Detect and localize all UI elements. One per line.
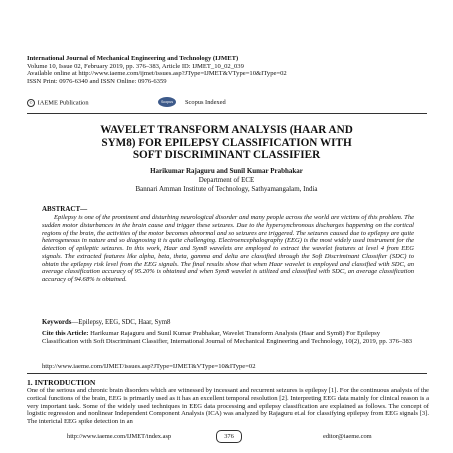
title-line-2: SYM8) FOR EPILEPSY CLASSIFICATION WITH — [101, 136, 352, 149]
introduction-text: One of the serious and chronic brain disorders which are witnessed by incessant and recurrent seizures is epilepsy [1]. For the continuous analysis of the cortical functions of the brain, EEG is primarily used as it has an excellent temporal resolution [2]. Interpreting EEG data mainly for clinical reason is a very important task. Some of the widely used techniques in EEG data processing and epilepsy classification are explained as follows. The concept of logistic regression and nonlinear Independent Component Analysis (ICA) was analyzed by Rajaguru et.al for classifying epilepsy from EEG signals [3]. The interictal EEG spike detection in an — [27, 387, 429, 426]
keywords-line — [42, 319, 414, 326]
header-divider — [27, 113, 427, 114]
volume-line: Volume 10, Issue 02, February 2019, pp. 376–383, Article ID: IJMET_10_02_039 — [27, 62, 244, 70]
keywords-text: —Epilepsy, EEG, SDC, Haar, Sym8 — [71, 319, 171, 326]
title-line-1: WAVELET TRANSFORM ANALYSIS (HAAR AND — [100, 124, 353, 136]
abstract-text: Epilepsy is one of the prominent and disturbing neurological disorder and many people across the world are victims of this problem. The sudden motor disturbances in the brain cause and trigger these seizures. Due to the hypersynchronous discharges happening on the cortical regions of the brain, the activities of the motor becomes abnormal and so seizures are triggered. The seizures caused due to epilepsy are quite heterogeneous in nature and so diagnosing it is quite challenging. Electroencephalography (EEG) is the most widely used instrument for the detection of epileptic seizures. In this work, Haar and Sym8 wavelets are employed to extract the wavelet features at level 4 from EEG signals. The extracted features like alpha, beta, theta, gamma and delta are classified through the Soft Discriminant Classifier (SDC) to obtain the epilepsy risk level from the EEG signals. The final results show that when Haar wavelet is employed and classified with SDC, an average classification accuracy of 95.20% is obtained and when Sym8 wavelet is utilized and classified with SDC, an average classification accuracy of 94.68% is obtained. — [42, 214, 414, 283]
iaeme-logo-icon: © — [27, 99, 35, 107]
publisher-name: IAEME Publication — [37, 99, 89, 107]
footer-email[interactable]: editor@iaeme.com — [323, 433, 372, 440]
online-url[interactable]: Available online at http://www.iaeme.com/ijmet/issues.asp?JType=IJMET&VType=10&IType=02 — [27, 70, 287, 78]
citation-label: Cite this Article: — [42, 330, 89, 337]
keywords-label: Keywords — [42, 319, 72, 326]
author-block — [20, 167, 433, 194]
journal-title: International Journal of Mechanical Engineering and Technology (IJMET) — [27, 55, 239, 62]
citation-url[interactable]: http://www.iaeme.com/IJMET/issues.asp?JType=IJMET&VType=10&IType=02 — [42, 363, 256, 370]
page-footer — [27, 430, 427, 444]
page-number: 376 — [216, 430, 242, 443]
publisher-label — [27, 99, 89, 107]
title-line-3: SOFT DISCRIMINANT CLASSIFIER — [132, 149, 321, 162]
issn-line: ISSN Print: 0976-6340 and ISSN Online: 0976-6359 — [27, 77, 167, 85]
section-divider — [27, 373, 427, 374]
citation-text: Harikumar Rajaguru and Sunil Kumar Prabhakar, Wavelet Transform Analysis (Haar and Sym8) For Epilepsy Classification with Soft Discriminant Classifier, International Journal of Mechanical Engineering and Technology, 10(2), 2019, pp. 376–383 — [42, 330, 413, 345]
abstract-heading: ABSTRACT— — [42, 205, 88, 213]
citation-block — [42, 330, 414, 346]
journal-header — [27, 55, 427, 85]
scopus-logo-icon: Scopus — [158, 97, 176, 107]
footer-url[interactable]: http://www.iaeme.com/IJMET/index.asp — [67, 433, 172, 440]
scopus-label: Scopus Indexed — [185, 99, 226, 106]
author-names: Harikumar Rajaguru and Sunil Kumar Prabhakar — [150, 167, 303, 175]
introduction-heading: 1. INTRODUCTION — [27, 378, 96, 387]
paper-title — [20, 124, 433, 162]
publisher-row — [27, 97, 427, 109]
author-department: Department of ECE — [198, 176, 255, 184]
author-institution: Bannari Amman Institute of Technology, Sathyamangalam, India — [135, 185, 318, 193]
